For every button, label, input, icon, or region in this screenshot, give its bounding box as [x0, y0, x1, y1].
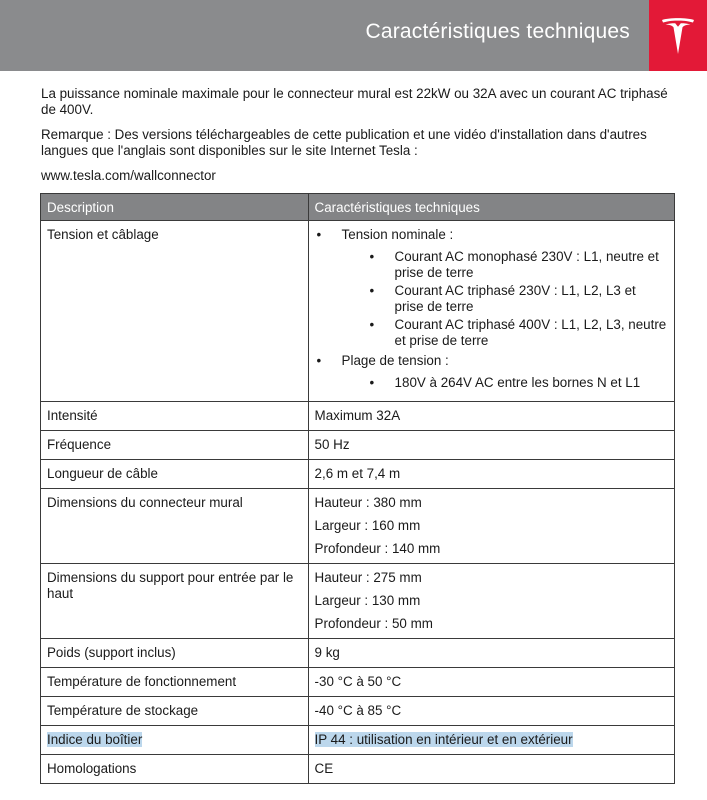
row-label — [41, 726, 309, 755]
row-label: Dimensions du support pour entrée par le haut — [41, 564, 309, 639]
dimension-height: Hauteur : 275 mm — [314, 570, 422, 585]
list-item: • Courant AC triphasé 230V : L1, L2, L3 et prise de terre — [342, 283, 668, 315]
list-item — [315, 227, 668, 349]
row-value — [308, 564, 674, 639]
table-row — [41, 564, 675, 639]
row-label: Homologations — [41, 755, 309, 784]
row-value — [308, 726, 674, 755]
row-label: Dimensions du connecteur mural — [41, 489, 309, 564]
dimension-depth: Profondeur : 140 mm — [314, 541, 441, 556]
row-value: 2,6 m et 7,4 m — [308, 460, 674, 489]
nominal-voltage-list — [342, 249, 668, 349]
row-value — [308, 221, 674, 402]
highlighted-text[interactable]: Indice du boîtier — [47, 732, 143, 747]
tesla-logo-icon — [661, 17, 695, 55]
voltage-range-label: Plage de tension : — [341, 353, 449, 368]
table-row — [41, 460, 675, 489]
column-header-specs: Caractéristiques techniques — [308, 194, 674, 221]
dimension-height: Hauteur : 380 mm — [314, 495, 422, 510]
dimension-width: Largeur : 130 mm — [314, 593, 421, 608]
table-row — [41, 755, 675, 784]
list-item — [315, 353, 668, 391]
voltage-range-list — [342, 375, 668, 391]
row-value: -30 °C à 50 °C — [308, 668, 674, 697]
table-row — [41, 489, 675, 564]
row-value: 50 Hz — [308, 431, 674, 460]
intro-text — [41, 86, 681, 193]
row-value: Maximum 32A — [308, 402, 674, 431]
brand-logo — [649, 0, 707, 71]
nominal-voltage-label: Tension nominale : — [341, 227, 454, 242]
dimension-width: Largeur : 160 mm — [314, 518, 421, 533]
row-label: Fréquence — [41, 431, 309, 460]
note-paragraph: Remarque : Des versions téléchargeables de cette publication et une vidéo d'installation dans d'autres langues que l'anglais sont disponibles sur le site Internet Tesla : — [41, 127, 647, 158]
website-url: www.tesla.com/wallconnector — [41, 168, 216, 183]
table-row — [41, 221, 675, 402]
specifications-table — [40, 193, 675, 784]
row-label: Tension et câblage — [41, 221, 309, 402]
rating-paragraph: La puissance nominale maximale pour le connecteur mural est 22kW ou 32A avec un courant AC triphasé de 400V. — [41, 86, 668, 117]
voltage-list — [315, 227, 668, 391]
table-row — [41, 668, 675, 697]
row-value: CE — [308, 755, 674, 784]
row-label: Longueur de câble — [41, 460, 309, 489]
column-header-description: Description — [41, 194, 309, 221]
page-header — [0, 0, 707, 71]
row-label: Température de stockage — [41, 697, 309, 726]
list-item: • 180V à 264V AC entre les bornes N et L1 — [342, 375, 668, 391]
table-row — [41, 697, 675, 726]
row-value — [308, 489, 674, 564]
page-title: Caractéristiques techniques — [365, 20, 630, 43]
highlighted-text[interactable]: IP 44 : utilisation en intérieur et en extérieur — [314, 732, 573, 747]
table-header-row — [41, 194, 675, 221]
list-item: • Courant AC triphasé 400V : L1, L2, L3, neutre et prise de terre — [342, 317, 668, 349]
row-label: Température de fonctionnement — [41, 668, 309, 697]
table-row — [41, 402, 675, 431]
table-row — [41, 431, 675, 460]
row-value: 9 kg — [308, 639, 674, 668]
row-label: Intensité — [41, 402, 309, 431]
row-value: -40 °C à 85 °C — [308, 697, 674, 726]
row-label: Poids (support inclus) — [41, 639, 309, 668]
list-item: • Courant AC monophasé 230V : L1, neutre et prise de terre — [342, 249, 668, 281]
table-row — [41, 639, 675, 668]
dimension-depth: Profondeur : 50 mm — [314, 616, 433, 631]
table-row — [41, 726, 675, 755]
